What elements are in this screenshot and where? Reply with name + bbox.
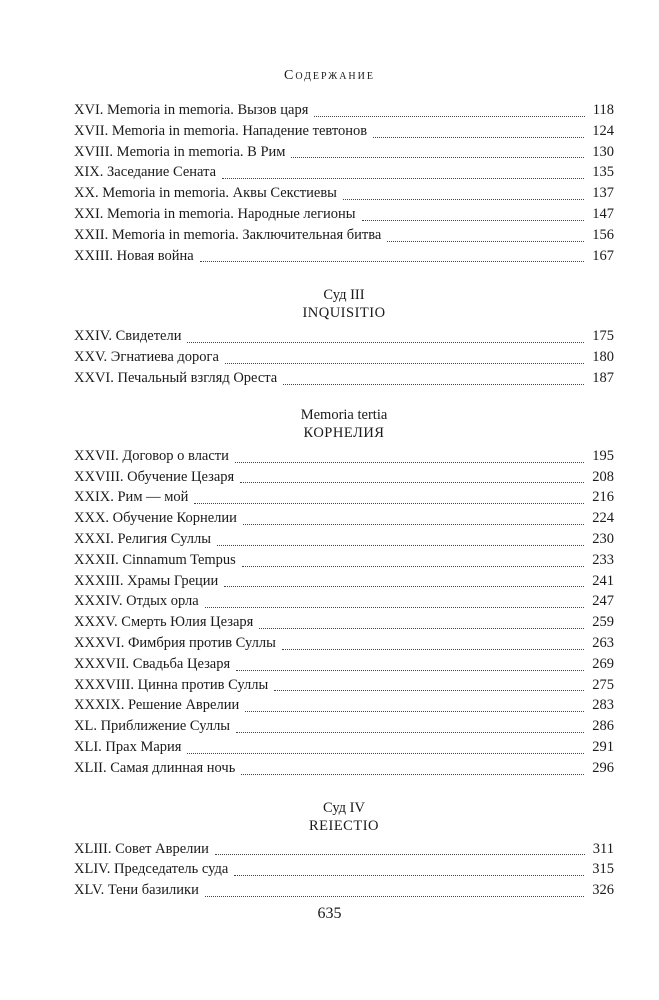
section-heading xyxy=(74,406,614,442)
toc-entry[interactable] xyxy=(74,204,614,225)
toc-entry-page: 283 xyxy=(592,697,614,714)
toc-entry[interactable] xyxy=(74,859,614,880)
toc-entry-page: 275 xyxy=(592,676,614,693)
toc-entry-title: XLIV. Председатель суда xyxy=(74,861,229,878)
toc-entry[interactable] xyxy=(74,225,614,246)
dot-leader xyxy=(225,363,584,364)
toc-entry-title: XX. Memoria in memoria. Аквы Секстиевы xyxy=(74,185,337,202)
dot-leader xyxy=(274,690,584,691)
toc-entry[interactable] xyxy=(74,121,614,142)
dot-leader xyxy=(245,711,584,712)
dot-leader xyxy=(314,116,584,117)
toc-entry[interactable] xyxy=(74,326,614,347)
toc-entry-title: XLII. Самая длинная ночь xyxy=(74,759,236,776)
toc-entry-title: XXV. Эгнатиева дорога xyxy=(74,349,219,366)
toc-entry[interactable] xyxy=(74,347,614,368)
toc-entry-page: 135 xyxy=(592,164,614,181)
toc-entry-page: 195 xyxy=(592,447,614,464)
dot-leader xyxy=(362,220,585,221)
section-heading xyxy=(74,286,614,322)
toc-entry-title: XXXIX. Решение Аврелии xyxy=(74,697,240,714)
toc-entry-title: XLIII. Совет Аврелии xyxy=(74,840,209,857)
toc-entry-page: 130 xyxy=(592,143,614,160)
toc-entry-page: 208 xyxy=(592,468,614,485)
toc-entry-page: 167 xyxy=(592,247,614,264)
toc-entry-title: XXXVIII. Цинна против Суллы xyxy=(74,676,269,693)
toc-entry[interactable] xyxy=(74,675,614,696)
toc-entry[interactable] xyxy=(74,633,614,654)
dot-leader xyxy=(241,774,584,775)
dot-leader xyxy=(194,503,584,504)
dot-leader xyxy=(235,462,584,463)
dot-leader xyxy=(217,545,584,546)
toc-entry[interactable] xyxy=(74,758,614,779)
toc-entry-title: XLI. Прах Мария xyxy=(74,738,182,755)
section-heading xyxy=(74,799,614,835)
dot-leader xyxy=(236,670,584,671)
toc-entry-title: XXXVII. Свадьба Цезаря xyxy=(74,655,231,672)
toc-entry[interactable] xyxy=(74,737,614,758)
section-subtitle: КОРНЕЛИЯ xyxy=(303,424,385,441)
toc-entry-title: XVI. Memoria in memoria. Вызов царя xyxy=(74,102,309,118)
dot-leader xyxy=(236,732,584,733)
toc-entry-title: XXI. Memoria in memoria. Народные легионы xyxy=(74,205,356,222)
toc-entry-page: 230 xyxy=(592,530,614,547)
toc-entry-title: XXVII. Договор о власти xyxy=(74,447,229,464)
toc-entry[interactable] xyxy=(74,246,614,267)
toc-entry-title: XVII. Memoria in memoria. Нападение тевтонов xyxy=(74,122,368,139)
toc-entry-page: 311 xyxy=(592,840,614,857)
dot-leader xyxy=(205,607,585,608)
toc-entry[interactable] xyxy=(74,695,614,716)
toc-entry-page: 137 xyxy=(592,185,614,202)
dot-leader xyxy=(291,157,584,158)
toc-entry-page: 156 xyxy=(592,226,614,243)
section-title: Суд III xyxy=(323,287,365,304)
toc-entry-page: 147 xyxy=(592,205,614,222)
toc-entry-title: XXIV. Свидетели xyxy=(74,328,182,345)
dot-leader xyxy=(240,482,584,483)
dot-leader xyxy=(224,586,584,587)
toc-entry[interactable] xyxy=(74,591,614,612)
toc-entry-page: 291 xyxy=(592,738,614,755)
toc-entry-title: XVIII. Memoria in memoria. В Рим xyxy=(74,143,286,160)
toc-section xyxy=(74,406,614,779)
toc-entry-page: 286 xyxy=(592,718,614,735)
toc-entry-title: XL. Приближение Суллы xyxy=(74,718,231,735)
toc-entry-page: 241 xyxy=(592,572,614,589)
section-subtitle: INQUISITIO xyxy=(302,305,386,322)
toc-entry-page: 296 xyxy=(592,759,614,776)
toc-entry[interactable] xyxy=(74,467,614,488)
dot-leader xyxy=(259,628,584,629)
page-number: 635 xyxy=(317,905,342,922)
toc-section xyxy=(74,100,614,266)
toc-entry-page: 326 xyxy=(592,882,614,899)
dot-leader xyxy=(215,854,585,855)
toc-entry[interactable] xyxy=(74,487,614,508)
toc-entry[interactable] xyxy=(74,162,614,183)
toc-entry-page: 259 xyxy=(592,614,614,631)
toc-entry[interactable] xyxy=(74,716,614,737)
toc-entry-title: XXX. Обучение Корнелии xyxy=(74,510,237,527)
toc-entry[interactable] xyxy=(74,880,614,901)
toc-entry[interactable] xyxy=(74,839,614,860)
dot-leader xyxy=(187,342,584,343)
table-of-contents xyxy=(74,100,614,901)
toc-entry[interactable] xyxy=(74,368,614,389)
toc-entry-page: 315 xyxy=(592,861,614,878)
toc-entry-page: 269 xyxy=(592,655,614,672)
toc-entry-page: 118 xyxy=(592,102,614,118)
toc-entry-title: XXII. Memoria in memoria. Заключительная битва xyxy=(74,226,382,243)
toc-entry-title: XXXII. Cinnamum Tempus xyxy=(74,551,236,568)
toc-entry-title: XIX. Заседание Сената xyxy=(74,164,217,181)
dot-leader xyxy=(187,753,584,754)
toc-entry[interactable] xyxy=(74,142,614,163)
toc-entry-title: XXXIV. Отдых орла xyxy=(74,593,199,610)
toc-entry-page: 216 xyxy=(592,489,614,506)
toc-entry-title: XXIX. Рим — мой xyxy=(74,489,189,506)
toc-entry[interactable] xyxy=(74,100,614,121)
dot-leader xyxy=(234,875,584,876)
dot-leader xyxy=(373,137,584,138)
section-title: Memoria tertia xyxy=(300,406,388,423)
toc-entry[interactable] xyxy=(74,550,614,571)
dot-leader xyxy=(200,261,585,262)
toc-entry-page: 247 xyxy=(592,593,614,610)
toc-entry[interactable] xyxy=(74,571,614,592)
toc-entry-page: 263 xyxy=(592,634,614,651)
dot-leader xyxy=(283,384,584,385)
toc-section xyxy=(74,286,614,388)
dot-leader xyxy=(243,524,584,525)
toc-entry-page: 187 xyxy=(592,369,614,386)
toc-entry-title: XXVI. Печальный взгляд Ореста xyxy=(74,369,278,386)
toc-entry[interactable] xyxy=(74,183,614,204)
dot-leader xyxy=(387,241,584,242)
toc-entry-page: 233 xyxy=(592,551,614,568)
toc-entry-title: XXIII. Новая война xyxy=(74,247,194,264)
section-subtitle: REIECTIO xyxy=(308,817,380,834)
toc-entry-title: XXXIII. Храмы Греции xyxy=(74,572,219,589)
dot-leader xyxy=(343,199,584,200)
dot-leader xyxy=(242,566,584,567)
toc-entry-title: XXXI. Религия Суллы xyxy=(74,530,211,547)
toc-entry[interactable] xyxy=(74,612,614,633)
toc-entry[interactable] xyxy=(74,654,614,675)
section-title: Суд IV xyxy=(323,799,365,816)
toc-entry-page: 175 xyxy=(592,328,614,345)
toc-entry[interactable] xyxy=(74,446,614,467)
toc-entry-title: XXVIII. Обучение Цезаря xyxy=(74,468,235,485)
toc-entry-page: 224 xyxy=(592,510,614,527)
toc-entry[interactable] xyxy=(74,508,614,529)
dot-leader xyxy=(282,649,584,650)
toc-entry[interactable] xyxy=(74,529,614,550)
toc-entry-page: 180 xyxy=(592,349,614,366)
toc-entry-title: XXXV. Смерть Юлия Цезаря xyxy=(74,614,254,631)
dot-leader xyxy=(222,178,584,179)
toc-section xyxy=(74,799,614,901)
dot-leader xyxy=(205,896,584,897)
toc-entry-title: XXXVI. Фимбрия против Суллы xyxy=(74,634,276,651)
toc-entry-page: 124 xyxy=(592,122,614,139)
toc-entry-title: XLV. Тени базилики xyxy=(74,882,199,899)
running-header: Содержание xyxy=(284,68,375,83)
